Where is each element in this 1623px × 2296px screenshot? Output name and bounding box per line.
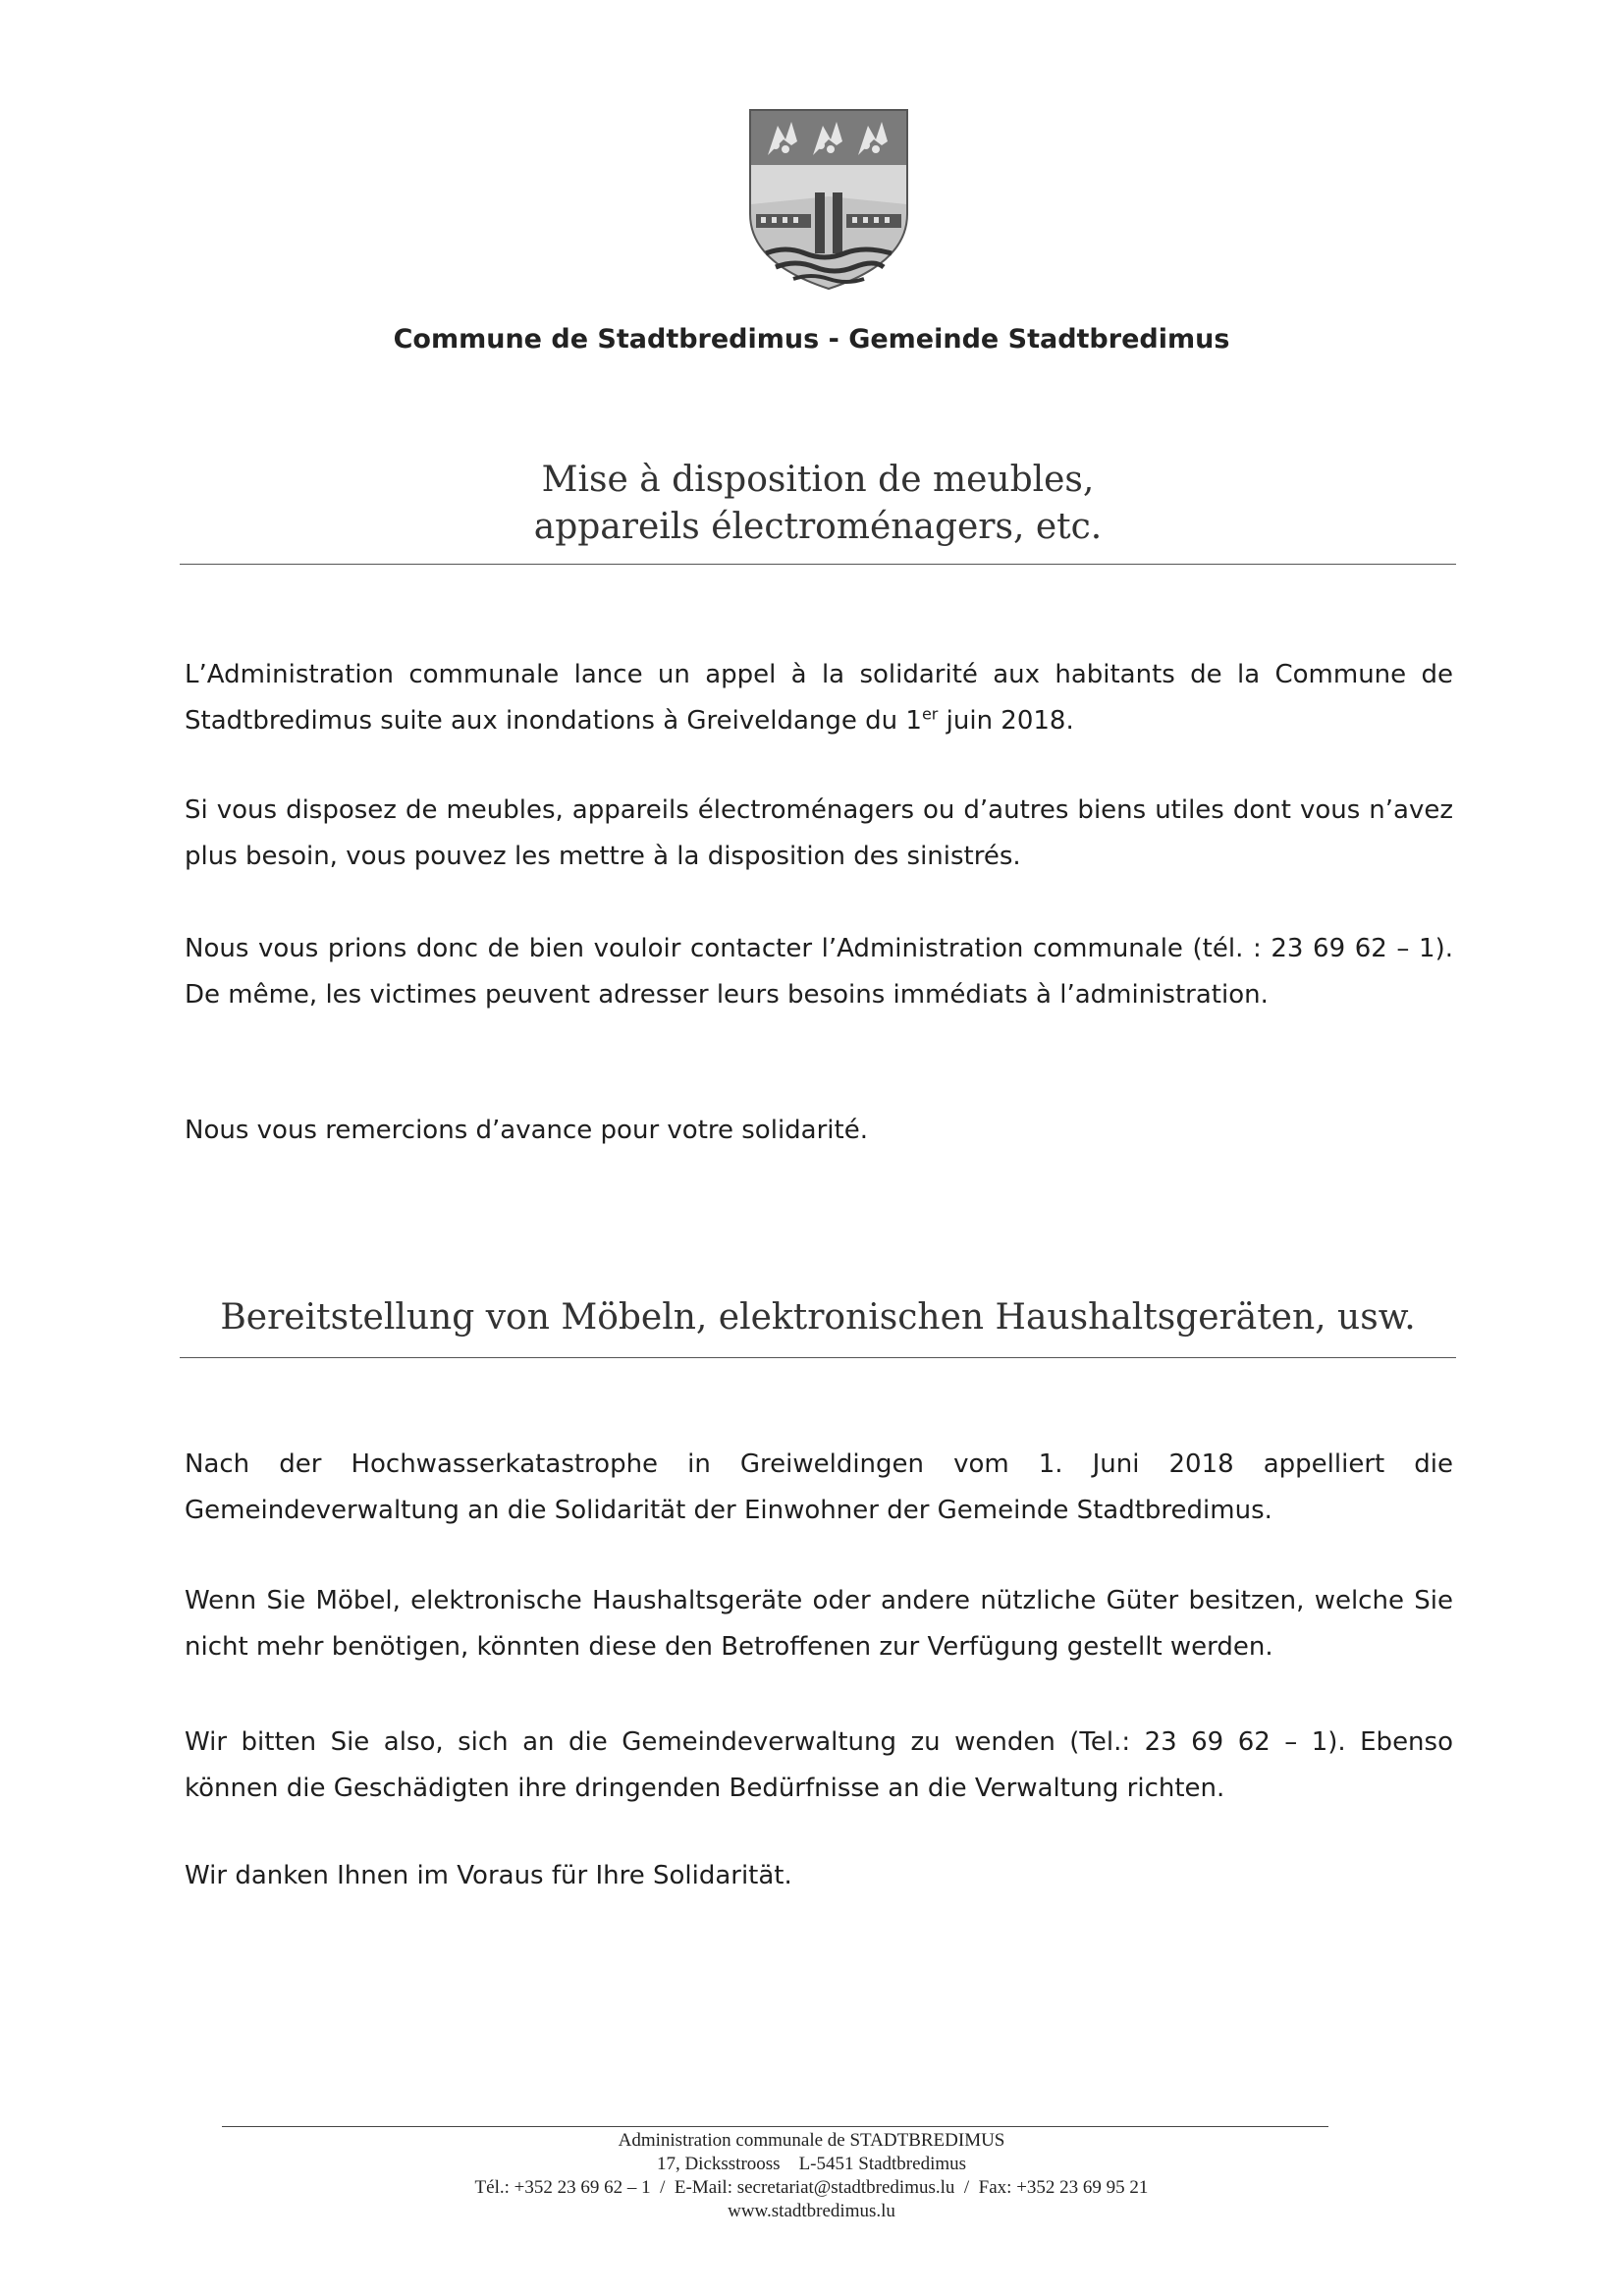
- footer-address: 17, Dicksstrooss L-5451 Stadtbredimus: [656, 2154, 967, 2174]
- french-heading-divider: [180, 564, 1456, 565]
- german-paragraph-2: Wenn Sie Möbel, elektronische Haushaltsgeräte oder andere nützliche Güter besitzen, welche Sie nicht mehr benötigen, könnten diese den Betroffenen zur Verfügung gestellt werden.: [185, 1586, 1453, 1662]
- footer-administration: Administration communale de STADTBREDIMUS: [618, 2130, 1005, 2151]
- french-heading-line1: Mise à disposition de meubles,: [541, 460, 1095, 500]
- french-heading-line2: appareils électroménagers, etc.: [533, 507, 1103, 547]
- german-paragraph-1: Nach der Hochwasserkatastrophe in Greiweldingen vom 1. Juni 2018 appelliert die Gemeindeverwaltung an die Solidarität der Einwohner der Gemeinde Stadtbredimus.: [185, 1449, 1453, 1525]
- footer: [0, 2129, 1623, 2223]
- french-paragraph-1: L’Administration communale lance un appel à la solidarité aux habitants de la Commune de Stadtbredimus suite aux inondations à Greiveldange du 1er juin 2018.: [185, 660, 1453, 736]
- german-heading: Bereitstellung von Möbeln, elektronischen Haushaltsgeräten, usw.: [220, 1297, 1416, 1338]
- commune-title: Commune de Stadtbredimus - Gemeinde Stadtbredimus: [393, 324, 1230, 355]
- french-paragraph-4: Nous vous remercions d’avance pour votre solidarité.: [185, 1116, 868, 1145]
- footer-divider: [222, 2126, 1328, 2127]
- coat-of-arms-icon: [746, 106, 911, 293]
- french-heading: [180, 457, 1456, 551]
- german-paragraph-4: Wir danken Ihnen im Voraus für Ihre Solidarität.: [185, 1861, 792, 1890]
- french-paragraph-3: Nous vous prions donc de bien vouloir contacter l’Administration communale (tél. : 23 69 62 – 1). De même, les victimes peuvent adresser leurs besoins immédiats à l’administration.: [185, 934, 1453, 1010]
- footer-website: www.stadtbredimus.lu: [728, 2201, 895, 2221]
- german-heading-divider: [180, 1357, 1456, 1358]
- german-paragraph-3: Wir bitten Sie also, sich an die Gemeindeverwaltung zu wenden (Tel.: 23 69 62 – 1). Ebenso können die Geschädigten ihre dringenden Bedürfnisse an die Verwaltung richten.: [185, 1727, 1453, 1803]
- french-paragraph-2: Si vous disposez de meubles, appareils électroménagers ou d’autres biens utiles dont vous n’avez plus besoin, vous pouvez les mettre à la disposition des sinistrés.: [185, 795, 1453, 871]
- footer-contact: Tél.: +352 23 69 62 – 1 / E-Mail: secretariat@stadtbredimus.lu / Fax: +352 23 69 95 21: [474, 2177, 1149, 2198]
